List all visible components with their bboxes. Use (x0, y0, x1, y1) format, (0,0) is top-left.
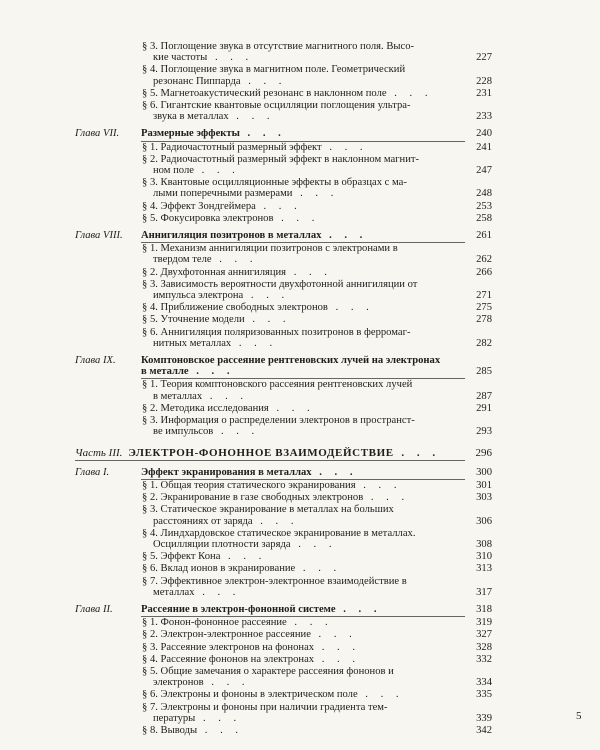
toc-entry-title: § 1. Механизм аннигиляции позитронов с электронами в (142, 243, 398, 255)
leader-dots: . . . (311, 466, 358, 478)
toc-entry-label: Глава VIII. (75, 230, 123, 242)
toc-page-number: 231 (476, 87, 492, 99)
toc-entry-title: § 8. Выводы (142, 724, 198, 736)
toc-entry-title: § 6. Вклад ионов в экранирование (142, 563, 296, 575)
leader-dots: . . . (255, 200, 302, 212)
toc-page-number: 317 (476, 586, 492, 598)
toc-page-number: 293 (476, 426, 492, 438)
toc-entry-title: § 1. Общая теория статического экранирования (142, 479, 356, 491)
toc-chapter-entry (75, 603, 492, 615)
leader-dots: . . . (211, 254, 258, 266)
toc-entry-title: звука в металлах (153, 111, 229, 123)
toc-page-number: 301 (476, 479, 492, 491)
leader-dots: . . . (252, 515, 299, 527)
toc-entry-title: Осцилляции плотности заряда (153, 538, 291, 550)
toc-entry-title: Эффект экранирования в металлах (141, 466, 312, 478)
toc-section-entry (142, 689, 492, 701)
toc-entry-title: § 4. Рассеяние фононов на электронах (142, 653, 315, 665)
toc-entry-title: § 6. Гигантские квантовые осцилляции поглощения ультра- (142, 100, 411, 112)
toc-section-entry (142, 177, 492, 200)
toc-section-entry (142, 153, 492, 177)
toc-entry-title: твердом теле (153, 254, 212, 266)
toc-entry-title: § 1. Теория комптоновского рассеяния рентгеновских лучей (142, 379, 413, 391)
toc-entry-title: в металле (141, 366, 189, 378)
toc-entry-title: § 6. Электроны и фононы в электрическом поле (142, 689, 358, 701)
toc-page-number: 266 (476, 266, 492, 278)
toc-page-number: 261 (476, 230, 492, 242)
toc-entry-label: Глава VII. (75, 128, 120, 140)
toc-page-number: 339 (476, 712, 492, 724)
toc-entry-title: § 5. Общие замечания о характере рассеяния фононов и (142, 665, 394, 677)
leader-dots: . . . (357, 689, 404, 701)
toc-entry-title: импульса электрона (153, 290, 244, 302)
page-number: 5 (576, 710, 582, 722)
leader-dots: . . . (268, 402, 315, 414)
toc-section-entry (142, 100, 492, 123)
toc-section-entry (142, 141, 492, 153)
toc-entry-title: электронов (153, 677, 204, 689)
toc-page-number: 241 (476, 141, 492, 153)
toc-section-entry (142, 243, 492, 266)
leader-dots: . . . (314, 641, 360, 653)
toc-page-number: 287 (476, 390, 492, 402)
toc-entry-title: § 4. Эффект Зондгеймера (142, 200, 256, 212)
leader-dots: . . . (228, 111, 275, 123)
toc-entry-title: расстояниях от заряда (153, 515, 253, 527)
leader-dots: . . . (202, 390, 249, 402)
leader-dots: . . . (244, 314, 291, 326)
leader-dots: . . . (188, 366, 235, 378)
toc-section-entry (142, 266, 492, 278)
toc-entry-label: Глава I. (75, 466, 110, 478)
toc-page-number: 318 (476, 603, 492, 615)
toc-section-entry (142, 302, 492, 314)
toc-section-entry (142, 575, 492, 598)
leader-dots: . . . (286, 617, 333, 629)
toc-page-number: 335 (476, 689, 492, 701)
toc-chapter-entry (75, 230, 492, 242)
leader-dots: . . . (327, 302, 374, 314)
toc-page-number: 228 (476, 75, 492, 87)
toc-section-entry (142, 629, 492, 641)
leader-dots: . . . (292, 188, 339, 200)
leader-dots: . . . (220, 551, 267, 563)
toc-section-entry (142, 504, 492, 527)
toc-page-number: 253 (476, 200, 492, 212)
toc-entry-title: Рассеяние в электрон-фононной системе (141, 603, 336, 615)
leader-dots: . . . (335, 603, 382, 615)
leader-dots: . . . (193, 165, 240, 177)
leader-dots: . . . (386, 87, 433, 99)
toc-entry-title: пературы (153, 712, 196, 724)
toc-page-number: 275 (476, 302, 492, 314)
toc-entry-title: § 4. Поглощение звука в магнитном поле. Геометрический (142, 64, 406, 76)
toc-entry-title: Размерные эффекты (141, 128, 240, 140)
leader-dots: . . . (213, 426, 260, 438)
leader-dots: . . . (197, 724, 244, 736)
leader-dots: . . . (231, 337, 278, 349)
leader-dots: . . . (203, 677, 250, 689)
toc-page-number: 282 (476, 337, 492, 349)
toc-page-number: 247 (476, 165, 492, 177)
toc-entry-title: § 3. Статическое экранирование в металлах на больших (142, 504, 394, 516)
toc-section-entry (142, 41, 492, 64)
toc-section-entry (142, 527, 492, 550)
toc-entry-title: § 5. Фокусировка электронов (142, 212, 274, 224)
toc-section-entry (142, 212, 492, 224)
toc-entry-title: § 3. Поглощение звука в отсутствие магнитного поля. Высо- (142, 41, 415, 52)
toc-page-number: 303 (476, 492, 492, 504)
toc-section-entry (142, 379, 492, 402)
leader-dots: . . . (273, 212, 320, 224)
toc-page-number: 240 (476, 128, 492, 140)
leader-dots: . . . (310, 629, 357, 641)
toc-entry-title: § 2. Методика исследования (142, 402, 269, 414)
toc-section-entry (142, 563, 492, 575)
toc-page-number: 327 (476, 629, 492, 641)
toc-entry-title: § 3. Информация о распределении электронов в пространст- (142, 415, 415, 427)
toc-page-number: 328 (476, 641, 492, 653)
toc-page-number: 262 (476, 254, 492, 266)
toc-entry-title: ве импульсов (153, 426, 214, 438)
toc-chapter-entry (75, 466, 492, 478)
leader-dots: . . . (194, 586, 241, 598)
toc-page-number: 306 (476, 515, 492, 527)
toc-entry-title: § 1. Фонон-фононное рассеяние (142, 617, 287, 629)
leader-dots: . . . (355, 479, 402, 491)
toc-page-number: 308 (476, 538, 492, 550)
leader-dots: . . . (321, 230, 368, 242)
toc-entry-title: кие частоты (153, 52, 208, 64)
toc-entry-title: § 4. Линдхардовское статическое экранирование в металлах. (142, 527, 416, 539)
toc-entry-title: § 5. Магнетоакустический резонанс в наклонном поле (142, 87, 387, 99)
toc-entry-title: ЭЛЕКТРОН-ФОНОННОЕ ВЗАИМОДЕЙСТВИЕ (128, 446, 394, 459)
leader-dots: . . . (363, 492, 410, 504)
toc-entry-title: резонанс Пиппарда (153, 75, 241, 87)
toc-entry-title: металлах (153, 586, 195, 598)
toc-entry-title: § 1. Радиочастотный размерный эффект (142, 141, 322, 153)
leader-dots: . . . (393, 446, 441, 459)
toc-entry-label: Глава IX. (75, 355, 116, 367)
toc-page-number: 300 (476, 466, 492, 478)
toc-page-number: 248 (476, 188, 492, 200)
toc-section-entry (142, 551, 492, 563)
leader-dots: . . . (195, 712, 242, 724)
toc-section-entry (142, 653, 492, 665)
toc-page-number: 285 (476, 366, 492, 378)
toc-entry-title: § 5. Уточнение модели (142, 314, 245, 326)
leader-dots: . . . (286, 266, 332, 278)
toc-section-entry (142, 617, 492, 629)
toc-entry-label: Часть III. (75, 446, 123, 459)
leader-dots: . . . (239, 128, 286, 140)
toc-page-number: 310 (476, 551, 492, 563)
toc-entry-title: § 5. Эффект Кона (142, 551, 221, 563)
toc-page-number: 258 (476, 212, 492, 224)
toc-entry-title: в металлах (153, 390, 203, 402)
toc-entry-title: лыми поперечными размерами (153, 188, 293, 200)
toc-section-entry (142, 641, 492, 653)
divider (75, 460, 465, 461)
toc-section-entry (142, 479, 492, 491)
toc-entry-title: § 2. Двухфотонная аннигиляция (142, 266, 287, 278)
toc-page-number: 313 (476, 563, 492, 575)
leader-dots: . . . (243, 290, 290, 302)
toc-page-number: 227 (476, 52, 492, 64)
toc-section-entry (142, 200, 492, 212)
toc-entry-title: § 3. Зависимость вероятности двухфотонной аннигиляции от (142, 278, 418, 290)
toc-chapter-entry (75, 128, 492, 140)
toc-page-number: 319 (476, 617, 492, 629)
toc-entry-title: § 4. Приближение свободных электронов (142, 302, 328, 314)
toc-section-entry (142, 64, 492, 87)
toc-section-entry (142, 87, 492, 99)
toc-entry-title: § 6. Аннигиляция поляризованных позитронов в ферромаг- (142, 326, 411, 338)
toc-entry-title: ном поле (153, 165, 194, 177)
leader-dots: . . . (290, 538, 337, 550)
toc-chapter-entry (75, 355, 492, 378)
toc-entry-title: Аннигиляция позитронов в металлах (141, 230, 322, 242)
toc-section-entry (142, 415, 492, 438)
table-of-contents (0, 41, 600, 736)
toc-section-entry (142, 326, 492, 349)
toc-entry-title: § 2. Радиочастотный размерный эффект в наклонном магнит- (142, 153, 420, 165)
leader-dots: . . . (207, 52, 254, 64)
toc-page-number: 271 (476, 290, 492, 302)
toc-section-entry (142, 314, 492, 326)
toc-page-number: 332 (476, 653, 492, 665)
toc-entry-title: Комптоновское рассеяние рентгеновских лучей на электронах (141, 355, 441, 367)
toc-section-entry (142, 492, 492, 504)
toc-section-entry (142, 278, 492, 302)
toc-entry-title: § 3. Рассеяние электронов на фононах (142, 641, 315, 653)
leader-dots: . . . (321, 141, 368, 153)
toc-section-entry (142, 701, 492, 724)
toc-section-entry (142, 665, 492, 689)
toc-entry-title: § 7. Эффективное электрон-электронное взаимодействие в (142, 575, 407, 587)
toc-page-number: 291 (476, 402, 492, 414)
toc-entry-title: § 7. Электроны и фононы при наличии градиента тем- (142, 701, 388, 713)
toc-page-number: 278 (476, 314, 492, 326)
toc-entry-title: § 2. Электрон-электронное рассеяние (142, 629, 311, 641)
toc-section-entry (142, 402, 492, 414)
toc-section-entry (142, 724, 492, 736)
toc-page-number: 342 (476, 724, 492, 736)
toc-entry-label: Глава II. (75, 603, 113, 615)
toc-page-number: 233 (476, 111, 492, 123)
toc-page-number: 334 (476, 677, 492, 689)
toc-part-entry (75, 446, 492, 459)
toc-entry-title: нитных металлах (153, 337, 232, 349)
leader-dots: . . . (314, 653, 360, 665)
leader-dots: . . . (240, 75, 287, 87)
toc-page-number: 296 (475, 446, 492, 459)
toc-entry-title: § 3. Квантовые осцилляционные эффекты в образцах с ма- (142, 177, 407, 189)
leader-dots: . . . (295, 563, 342, 575)
toc-entry-title: § 2. Экранирование в газе свободных электронов (142, 492, 364, 504)
